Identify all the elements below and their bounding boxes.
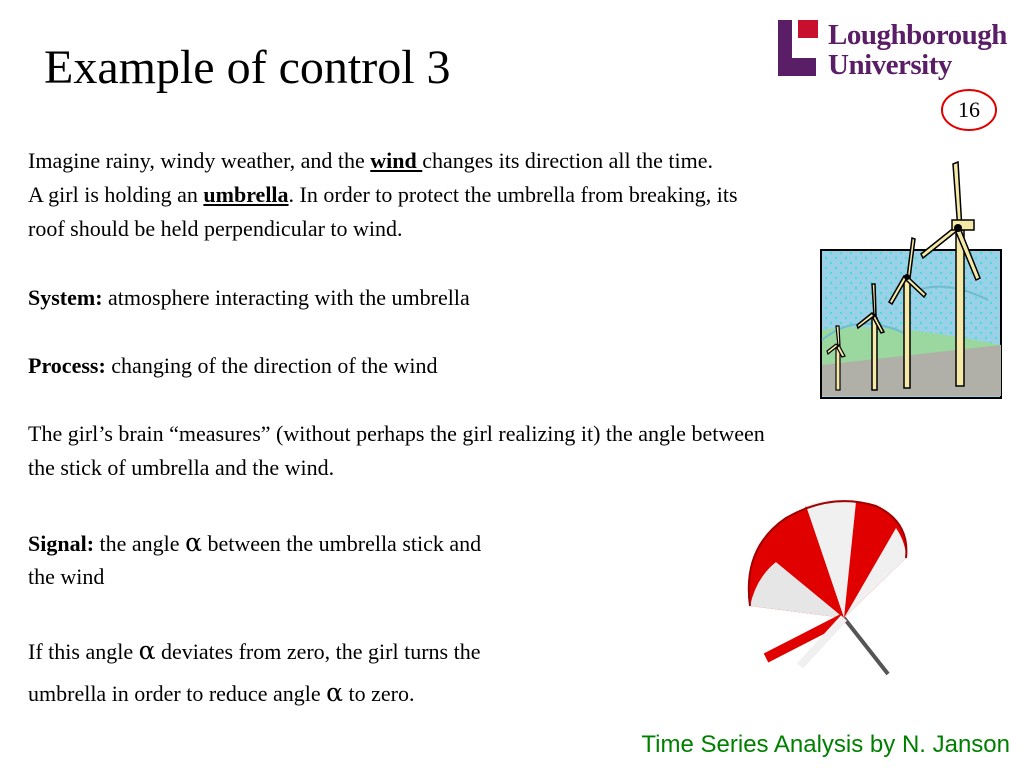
- slide-number-text: 16: [958, 97, 980, 122]
- logo-line-1: Loughborough: [828, 19, 1007, 51]
- university-logo: [776, 18, 1022, 82]
- logo-emblem-icon: [776, 18, 824, 80]
- system-paragraph: System: atmosphere interacting with the umbrella: [28, 285, 470, 310]
- logo-line-2: University: [828, 49, 952, 81]
- umbrella-image: [736, 488, 914, 680]
- signal-label: Signal:: [28, 531, 95, 556]
- slide-title: Example of control 3: [44, 41, 451, 94]
- slide-number: [940, 88, 998, 132]
- if-paragraph-2: umbrella in order to reduce angle α to zero.: [28, 678, 415, 707]
- signal-paragraph: Signal: the angle α between the umbrella stick and: [28, 528, 482, 557]
- paragraph-intro-3: roof should be held perpendicular to wind.: [28, 216, 403, 241]
- if-paragraph-1: If this angle α deviates from zero, the girl turns the: [28, 636, 481, 665]
- paragraph-intro-1: Imagine rainy, windy weather, and the wind changes its direction all the time.: [28, 148, 714, 173]
- footer-text: Time Series Analysis by N. Janson: [641, 731, 1010, 758]
- signal-paragraph-2: the wind: [28, 564, 105, 589]
- wind-turbines-image: [818, 160, 1004, 402]
- brain-paragraph-2: the stick of umbrella and the wind.: [28, 455, 335, 480]
- link-umbrella[interactable]: umbrella: [203, 182, 289, 207]
- link-wind[interactable]: wind: [370, 148, 423, 173]
- paragraph-intro-2: A girl is holding an umbrella. In order to protect the umbrella from breaking, its: [28, 182, 738, 207]
- brain-paragraph-1: The girl’s brain “measures” (without perhaps the girl realizing it) the angle between: [28, 421, 765, 446]
- process-paragraph: Process: changing of the direction of the wind: [28, 353, 438, 378]
- system-label: System:: [28, 285, 103, 310]
- process-label: Process:: [28, 353, 106, 378]
